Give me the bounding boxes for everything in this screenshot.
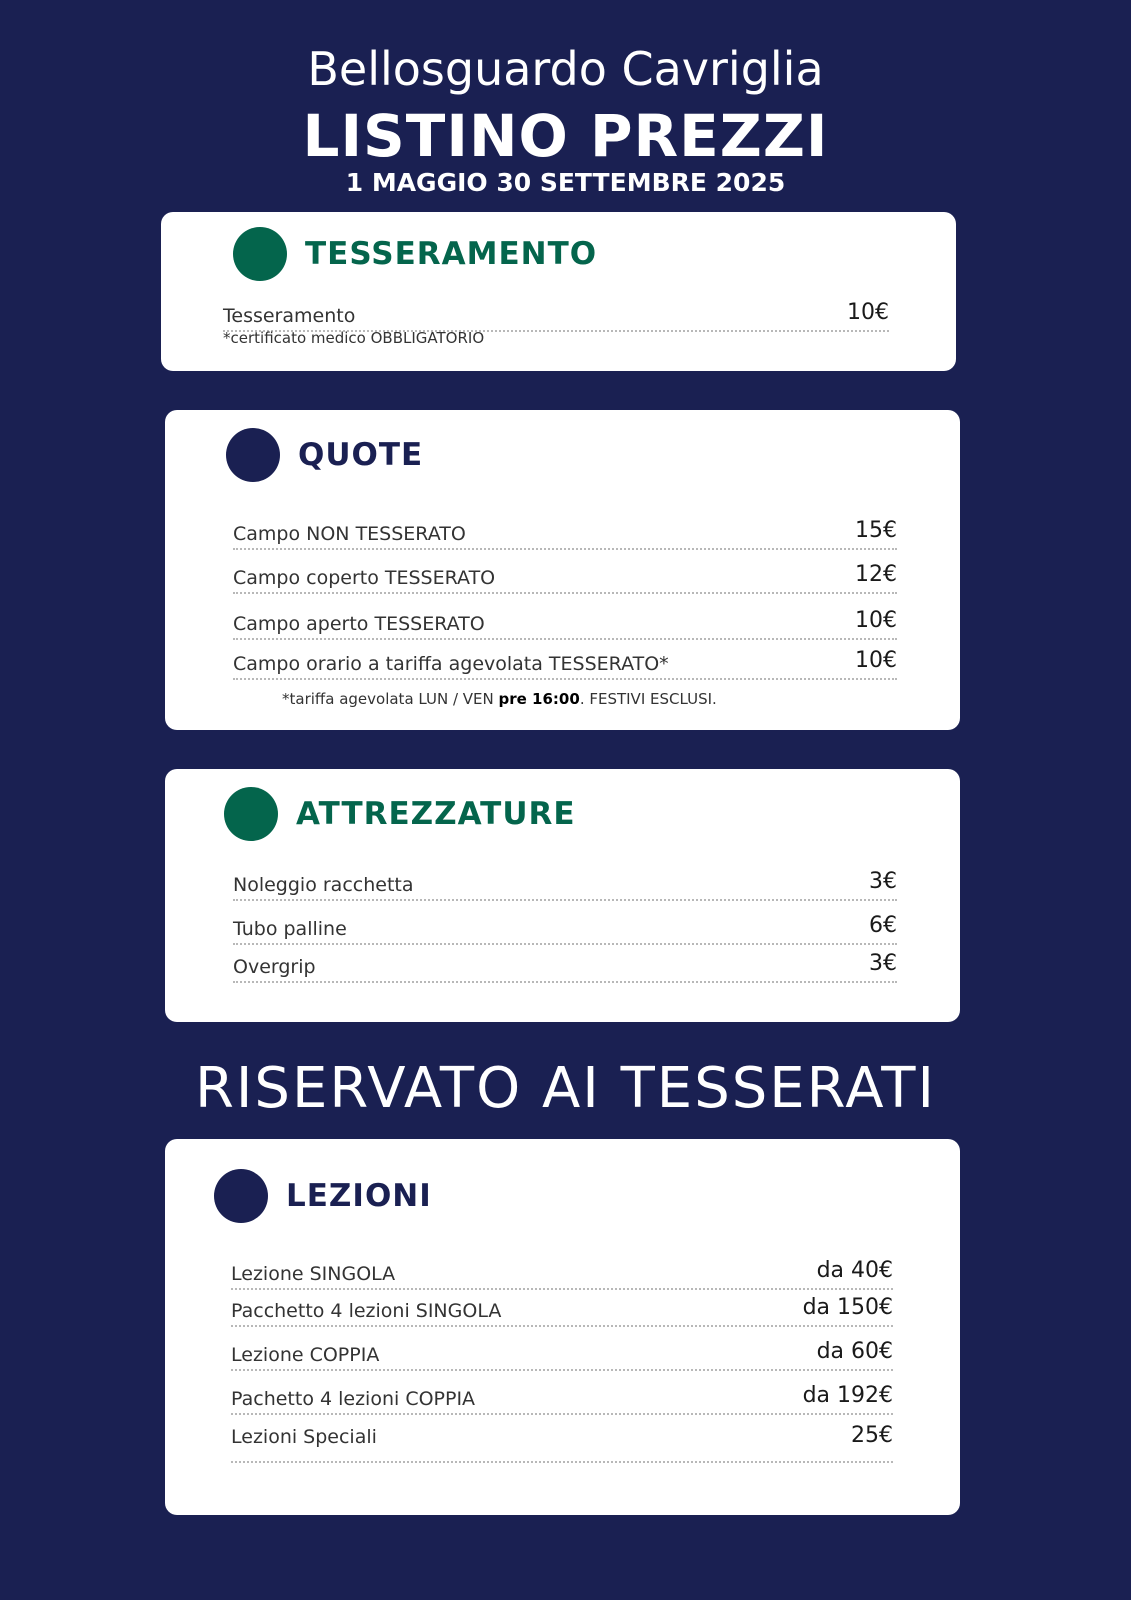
item-price: 3€ (869, 951, 897, 976)
item-price: 15€ (855, 518, 897, 543)
tariff-note (282, 690, 717, 708)
tariff-note-time: pre 16:00 (498, 690, 580, 708)
list-item (231, 1245, 893, 1290)
item-label: Campo aperto TESSERATO (233, 613, 485, 635)
item-price: 6€ (869, 913, 897, 938)
list-item (233, 594, 897, 640)
item-label: Lezioni Speciali (231, 1425, 377, 1448)
lezioni-title: LEZIONI (286, 1178, 432, 1214)
item-label: Overgrip (233, 956, 316, 978)
venue-name: Bellosguardo Cavriglia (307, 42, 824, 96)
list-item (231, 1371, 893, 1415)
list-item (231, 1415, 893, 1463)
item-label: Noleggio racchetta (233, 874, 414, 896)
item-price: 10€ (855, 608, 897, 633)
item-label: Pacchetto 4 lezioni SINGOLA (231, 1300, 502, 1322)
navy-circle-icon (226, 428, 280, 482)
item-price: da 60€ (816, 1339, 893, 1364)
list-item (223, 290, 889, 332)
item-price: 10€ (847, 300, 889, 325)
list-item (233, 861, 897, 901)
item-price: 3€ (869, 869, 897, 894)
validity-period: 1 MAGGIO 30 SETTEMBRE 2025 (345, 168, 786, 197)
list-item (233, 640, 897, 680)
item-price: 12€ (855, 562, 897, 587)
item-label: Campo coperto TESSERATO (233, 567, 496, 589)
item-label: Tesseramento (223, 305, 356, 327)
quote-card (165, 410, 960, 730)
list-item (233, 550, 897, 594)
item-label: Lezione SINGOLA (231, 1263, 396, 1285)
list-item (233, 901, 897, 945)
reserved-heading: RISERVATO AI TESSERATI (195, 1056, 936, 1121)
tesseramento-title: TESSERAMENTO (305, 236, 598, 272)
tesseramento-card (161, 212, 956, 371)
item-label: Lezione COPPIA (231, 1344, 380, 1366)
list-item (233, 502, 897, 550)
page-title: LISTINO PREZZI (302, 102, 829, 170)
tariff-note-suffix: . FESTIVI ESCLUSI. (579, 690, 717, 708)
certificate-note: *certificato medico OBBLIGATORIO (223, 329, 485, 347)
green-circle-icon (233, 227, 287, 281)
list-item (231, 1290, 893, 1327)
item-price: da 150€ (802, 1295, 893, 1320)
navy-circle-icon (214, 1169, 268, 1223)
list-item (233, 945, 897, 983)
item-price: 25€ (851, 1423, 893, 1448)
item-label: Campo NON TESSERATO (233, 523, 466, 545)
attrezzature-title: ATTREZZATURE (296, 796, 576, 832)
quote-title: QUOTE (298, 437, 424, 473)
item-price: 10€ (855, 648, 897, 673)
item-label: Tubo palline (233, 918, 347, 940)
item-label: Campo orario a tariffa agevolata TESSERATO* (233, 653, 669, 675)
lezioni-card (165, 1139, 960, 1515)
green-circle-icon (224, 787, 278, 841)
tariff-note-prefix: *tariffa agevolata LUN / VEN (282, 690, 499, 708)
item-price: da 192€ (802, 1383, 893, 1408)
item-price: da 40€ (816, 1258, 893, 1283)
item-label: Pachetto 4 lezioni COPPIA (231, 1388, 476, 1410)
list-item (231, 1327, 893, 1371)
attrezzature-card (165, 769, 960, 1022)
